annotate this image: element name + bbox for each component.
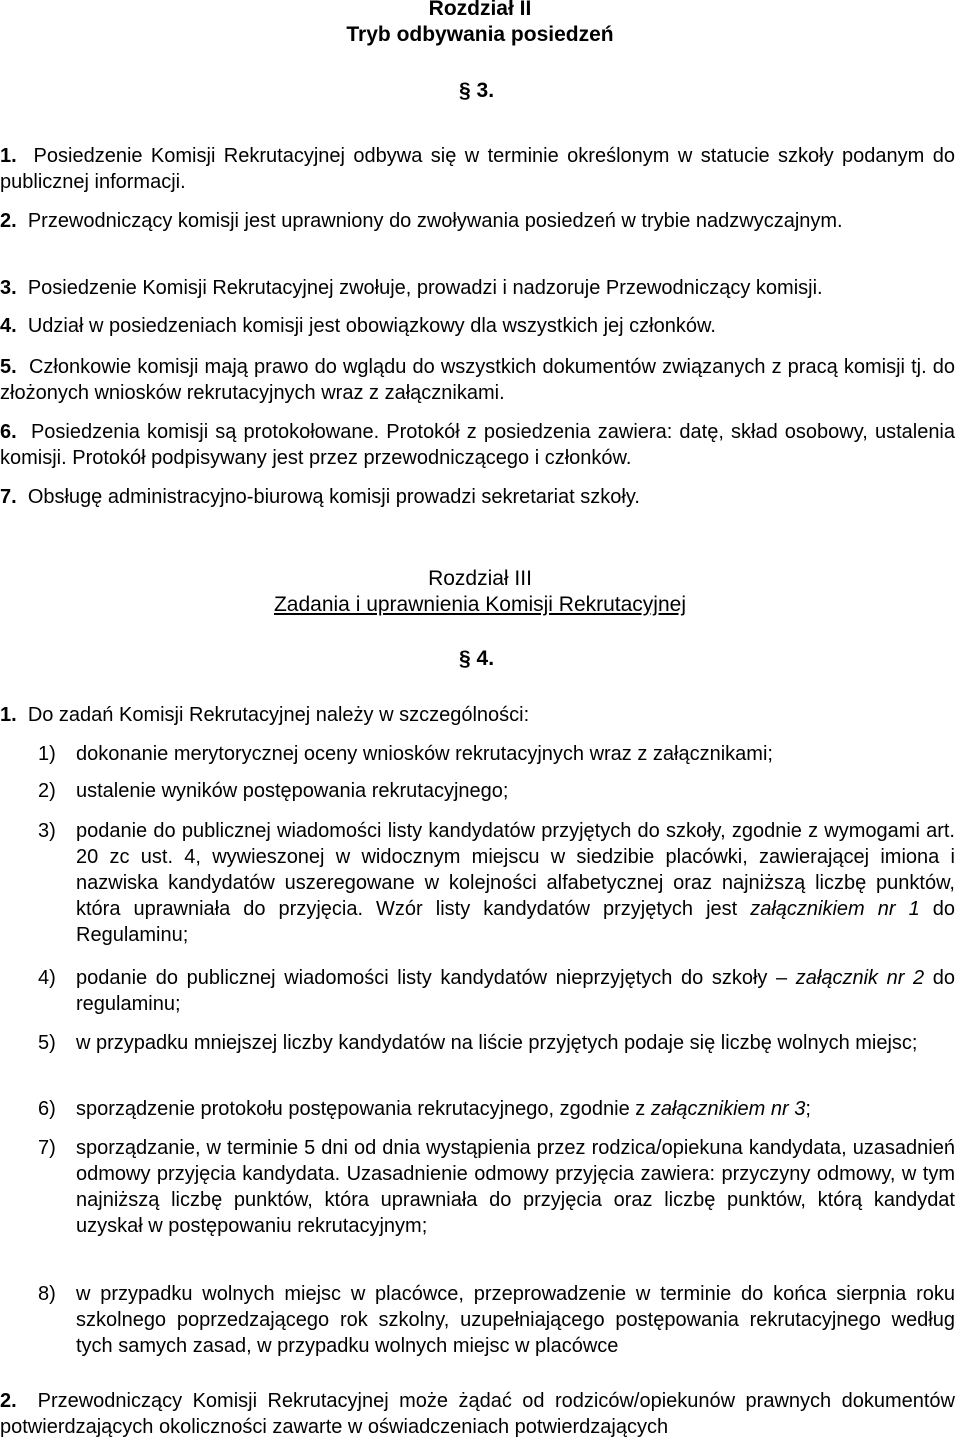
- attachment-reference: załącznikiem nr 3: [650, 1098, 806, 1120]
- list-item: [38, 1096, 955, 1122]
- paragraph: [0, 484, 955, 510]
- paragraph-text: Przewodniczący komisji jest uprawniony do zwoływania posiedzeń w trybie nadzwyczajnym.: [27, 210, 843, 232]
- paragraph-number: 2.: [0, 210, 17, 232]
- paragraph-text: Obsługę administracyjno-biurową komisji prowadzi sekretariat szkoły.: [27, 486, 640, 508]
- paragraph-number: 3.: [0, 277, 17, 299]
- list-marker: 2): [38, 780, 56, 802]
- paragraph: [0, 419, 955, 471]
- paragraph-number: 2.: [0, 1390, 17, 1412]
- list-item-text-part: sporządzenie protokołu postępowania rekrutacyjnego, zgodnie z: [76, 1098, 651, 1120]
- paragraph: [0, 275, 955, 301]
- chapter-subheading: [0, 22, 960, 48]
- list-item: [38, 965, 955, 1017]
- chapter-heading: [0, 566, 960, 592]
- section-number: § 3.: [459, 79, 495, 102]
- list-marker: 4): [38, 967, 56, 989]
- list-marker: 8): [38, 1283, 56, 1305]
- list-marker: 7): [38, 1137, 56, 1159]
- list-marker: 1): [38, 743, 56, 765]
- paragraph-number: 1.: [0, 704, 17, 726]
- chapter-subheading: [0, 592, 960, 618]
- chapter-title: Rozdział II: [428, 0, 532, 20]
- list-item-text: [76, 965, 955, 1017]
- list-item-text-part: do regulaminu;: [76, 967, 955, 1015]
- chapter-title: Rozdział III: [428, 567, 532, 590]
- chapter-heading: [0, 0, 960, 22]
- list-item: [38, 741, 955, 767]
- paragraph: [0, 313, 955, 339]
- list-item-text-part: do Regulaminu;: [76, 898, 955, 946]
- list-item: [38, 778, 955, 804]
- list-item: [38, 1030, 955, 1056]
- paragraph-text: Do zadań Komisji Rekrutacyjnej należy w szczególności:: [27, 704, 530, 726]
- chapter-subtitle: Tryb odbywania posiedzeń: [346, 23, 614, 46]
- paragraph-text: Posiedzenia komisji są protokołowane. Protokół z posiedzenia zawiera: datę, skład osobowy, ustalenia komisji. Protokół podpisywany jest przez przewodniczącego i członków.: [0, 421, 956, 469]
- list-item-text: ustalenie wyników postępowania rekrutacyjnego;: [76, 780, 509, 802]
- list-item-text: w przypadku mniejszej liczby kandydatów na liście przyjętych podaje się liczbę wolnych miejsc;: [76, 1032, 918, 1054]
- paragraph: [0, 354, 955, 406]
- list-item: [38, 818, 955, 948]
- paragraph: [0, 143, 955, 195]
- paragraph-text: Posiedzenie Komisji Rekrutacyjnej zwołuje, prowadzi i nadzoruje Przewodniczący komisji.: [27, 277, 823, 299]
- list-item-text: sporządzanie, w terminie 5 dni od dnia wystąpienia przez rodzica/opiekuna kandydata, uzasadnień odmowy przyjęcia kandydata. Uzasadnienie odmowy przyjęcia zawiera: przyczyny odmowy, w tym najniższą liczbę punktów, która uprawniała do przyjęcia oraz liczbę punktów, którą kandydat uzyskał w postępowaniu rekrutacyjnym;: [76, 1137, 955, 1237]
- list-item: [38, 1135, 955, 1239]
- attachment-reference: załącznikiem nr 1: [750, 898, 920, 920]
- paragraph-number: 1.: [0, 145, 17, 167]
- paragraph-number: 7.: [0, 486, 17, 508]
- chapter-subtitle: Zadania i uprawnienia Komisji Rekrutacyjnej: [273, 593, 687, 616]
- list-marker: 5): [38, 1032, 56, 1054]
- paragraph-text: Członkowie komisji mają prawo do wglądu do wszystkich dokumentów związanych z pracą komisji tj. do złożonych wniosków rekrutacyjnych wraz z załącznikami.: [0, 356, 955, 404]
- list-item-text-part: podanie do publicznej wiadomości listy kandydatów przyjętych do szkoły, zgodnie z wymogami art. 20 zc ust. 4, wywieszonej w widocznym miejscu w siedzibie placówki, zawierającej imiona i nazwiska kandydatów uszeregowane w kolejności alfabetycznej oraz najniższą liczbę punktów, która uprawniała do przyjęcia. Wzór listy kandydatów przyjętych jest: [76, 820, 955, 920]
- paragraph: [0, 1388, 955, 1440]
- paragraph-number: 4.: [0, 315, 17, 337]
- list-item-text: w przypadku wolnych miejsc w placówce, przeprowadzenie w terminie do końca sierpnia roku szkolnego poprzedzającego rok szkolny, uzupełniającego postępowania rekrutacyjnego według tych samych zasad, w przypadku wolnych miejsc w placówce: [76, 1283, 955, 1357]
- list-item-text: [76, 818, 955, 948]
- paragraph: [0, 702, 529, 728]
- list-item-text: dokonanie merytorycznej oceny wniosków rekrutacyjnych wraz z załącznikami;: [76, 743, 773, 765]
- paragraph-number: 6.: [0, 421, 17, 443]
- list-item-text: [76, 1096, 955, 1122]
- paragraph-text: Udział w posiedzeniach komisji jest obowiązkowy dla wszystkich jej członków.: [27, 315, 716, 337]
- attachment-reference: załącznik nr 2: [795, 967, 925, 989]
- list-item-text-part: podanie do publicznej wiadomości listy kandydatów nieprzyjętych do szkoły –: [76, 967, 796, 989]
- list-marker: 3): [38, 820, 56, 842]
- paragraph-text: Przewodniczący Komisji Rekrutacyjnej może żądać od rodziców/opiekunów prawnych dokumentów potwierdzających okoliczności zawarte w oświadczeniach potwierdzających: [0, 1390, 955, 1438]
- list-item: [38, 1281, 955, 1359]
- section-number: § 4.: [459, 647, 495, 670]
- list-item-text-part: ;: [805, 1098, 811, 1120]
- list-marker: 6): [38, 1098, 56, 1120]
- paragraph-text: Posiedzenie Komisji Rekrutacyjnej odbywa się w terminie określonym w statucie szkoły podanym do publicznej informacji.: [0, 145, 955, 193]
- paragraph: [0, 208, 955, 234]
- paragraph-number: 5.: [0, 356, 17, 378]
